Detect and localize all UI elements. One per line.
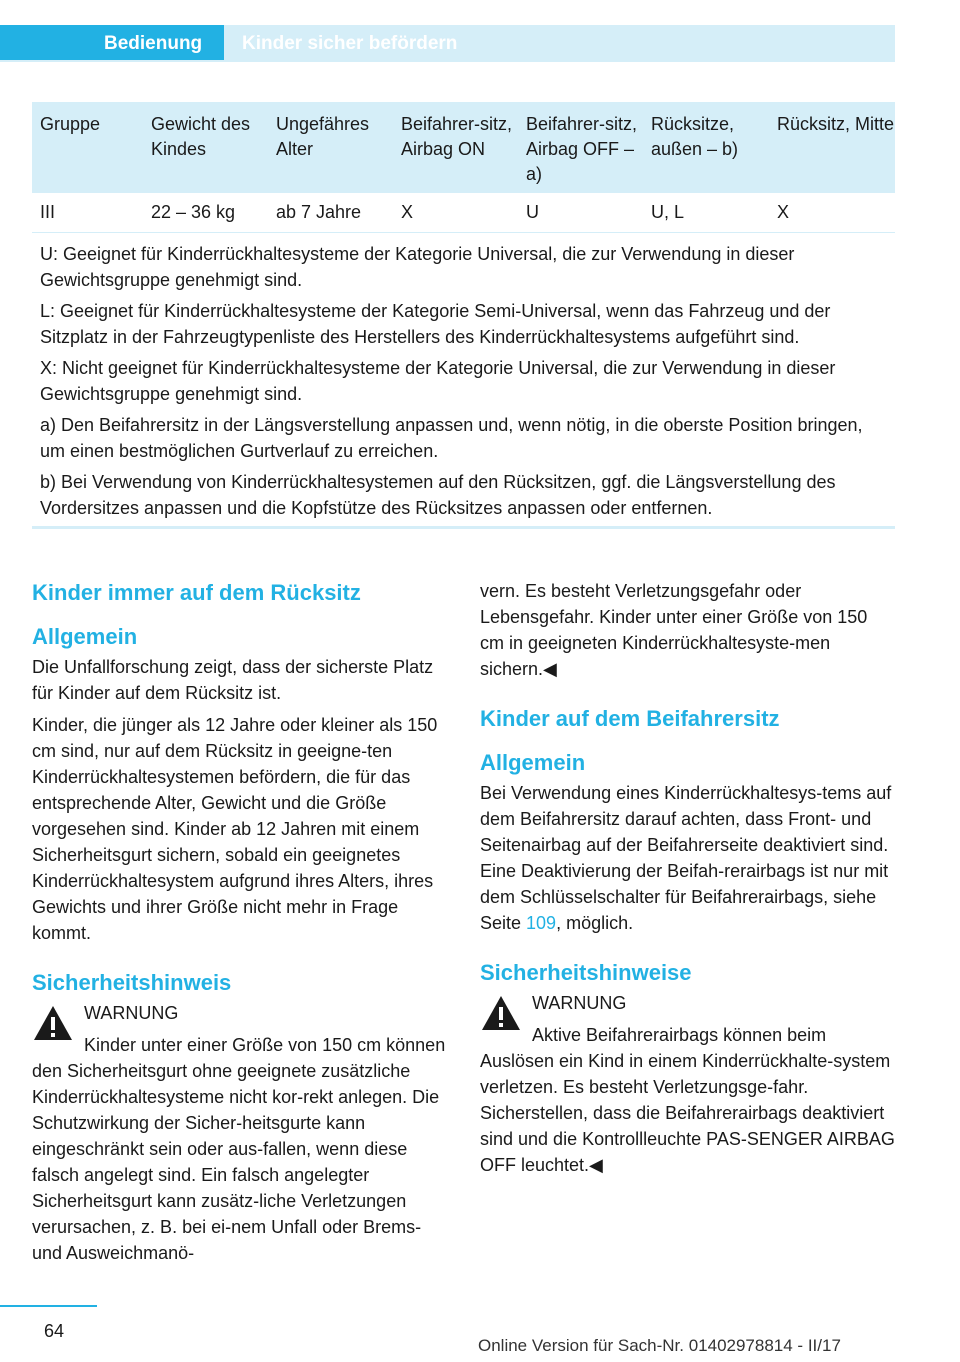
warning-title: WARNUNG (532, 993, 627, 1013)
paragraph-continued: vern. Es besteht Verletzungsgefahr oder Lebensgefahr. Kinder unter einer Größe von 150 cm in geeigneten Kinderrückhaltesyste-men sichern.◀ (480, 581, 868, 679)
paragraph (480, 780, 896, 936)
table-header-cell: Beifahrer-sitz, Airbag ON (401, 114, 513, 159)
warning-text: Kinder unter einer Größe von 150 cm können den Sicherheitsgurt ohne geeignete zusätzliche Kinderrückhaltesysteme nicht kor-rekt anlegen. Die Schutzwirkung der Sicher-heitsgurte kann eingeschränkt sein oder aus-fallen, wenn diese falsch angelegt sind. Ein falsch angelegter Sicherheitsgurt kann zusätz-liche Verletzungen verursachen, z. B. bei ei-nem Unfall oder Brems- und Ausweichmanö- (32, 1035, 446, 1263)
left-column (32, 578, 448, 1266)
table-note: L: Geeignet für Kinderrückhaltesysteme der Kategorie Semi-Universal, wenn das Fahrzeug und der Sitzplatz in der Fahrzeugtypenliste des Herstellers des Kinderrückhaltesystems aufgeführt sind. (40, 301, 831, 347)
table-note: a) Den Beifahrersitz in der Längsverstellung anpassen und, wenn nötig, in die oberste Position bringen, um einen bestmöglichen Gurtverlauf zu erreichen. (40, 415, 863, 461)
table-cell: III (40, 202, 56, 222)
table-cell: X (401, 202, 414, 222)
table-header (32, 102, 895, 193)
table-cell: U, L (651, 202, 685, 222)
table-cell: U (526, 202, 539, 222)
table-notes (32, 233, 895, 521)
table-header-cell: Rücksitze, außen – b) (651, 114, 739, 159)
footer-line (0, 1305, 97, 1307)
table-note: X: Nicht geeignet für Kinderrückhaltesysteme der Kategorie Universal, die zur Verwendung in dieser Gewichtsgruppe genehmigt sind. (40, 358, 836, 404)
header-line (0, 60, 895, 62)
subheading-general: Allgemein (480, 750, 586, 775)
paragraph: Die Unfallforschung zeigt, dass der sicherste Platz für Kinder auf dem Rücksitz ist. (32, 657, 434, 703)
table-row (32, 193, 895, 233)
page-number: 64 (44, 1321, 65, 1341)
page-link[interactable]: 109 (526, 913, 557, 933)
table-note: b) Bei Verwendung von Kinderrückhaltesystemen auf den Rücksitzen, ggf. die Längsverstellung des Vordersitzes anpassen und die Kopfstütze des Rücksitzes anpassen oder entfernen. (40, 472, 836, 518)
page-header (0, 25, 895, 61)
table-header-cell: Ungefähres Alter (276, 114, 370, 159)
table-header-cell: Gewicht des Kindes (151, 114, 251, 159)
warning-block (32, 1000, 448, 1266)
table-header-cell: Beifahrer-sitz, Airbag OFF – a) (526, 114, 638, 184)
right-column (480, 578, 896, 1178)
subheading-safety: Sicherheitshinweise (480, 960, 692, 985)
heading-passenger-seat: Kinder auf dem Beifahrersitz (480, 706, 780, 731)
table-note: U: Geeignet für Kinderrückhaltesysteme der Kategorie Universal, die zur Verwendung in dieser Gewichtsgruppe genehmigt sind. (40, 244, 795, 290)
table-header-cell: Gruppe (40, 114, 101, 134)
chapter-tab: Kinder sicher befördern (224, 25, 895, 61)
table-cell: 22 – 36 kg (151, 202, 236, 222)
table-cell: X (777, 202, 790, 222)
warning-triangle-icon (480, 994, 522, 1032)
paragraph-text: Bei Verwendung eines Kinderrückhaltesys-tems auf dem Beifahrersitz darauf achten, dass Front- und Seitenairbag auf der Beifahrerseite deaktiviert sind. Eine Deaktivierung der Beifah-rerairbags ist nur mit dem Schlüsselschalter für Beifahrerairbags, siehe Seite (480, 783, 892, 933)
warning-triangle-icon (32, 1004, 74, 1042)
heading-rear-seat: Kinder immer auf dem Rücksitz (32, 580, 361, 605)
subheading-general: Allgemein (32, 624, 138, 649)
section-tab: Bedienung (0, 25, 224, 61)
table-header-cell: Rücksitz, Mitte (777, 114, 895, 134)
child-seat-table (32, 102, 895, 529)
subheading-safety: Sicherheitshinweis (32, 970, 232, 995)
paragraph: Kinder, die jünger als 12 Jahre oder kleiner als 150 cm sind, nur auf dem Rücksitz in geeigne-ten Kinderrückhaltesystemen befördern, die für das entsprechende Alter, Gewicht und die Größe vorgesehen sind. Kinder ab 12 Jahren mit einem Sicherheitsgurt sichern, sobald ein geeignetes Kinderrückhaltesystem aufgrund ihres Alters, ihres Gewichts und ihrer Größe nicht mehr in Frage kommt. (32, 715, 438, 943)
table-cell: ab 7 Jahre (276, 202, 362, 222)
warning-block (480, 990, 896, 1178)
warning-text: Aktive Beifahrerairbags können beim Auslösen ein Kind in einem Kinderrückhalte-system verletzen. Es besteht Verletzungsge-fahr. Sicherstellen, dass die Beifahrerairbags deaktiviert sind und die Kontrollleuchte PAS-SENGER AIRBAG OFF leuchtet.◀ (480, 1025, 895, 1175)
table-bottom-rule (32, 526, 895, 529)
warning-title: WARNUNG (84, 1003, 179, 1023)
paragraph-text: , möglich. (556, 913, 634, 933)
online-version: Online Version für Sach-Nr. 01402978814 - II/17 (478, 1336, 841, 1355)
